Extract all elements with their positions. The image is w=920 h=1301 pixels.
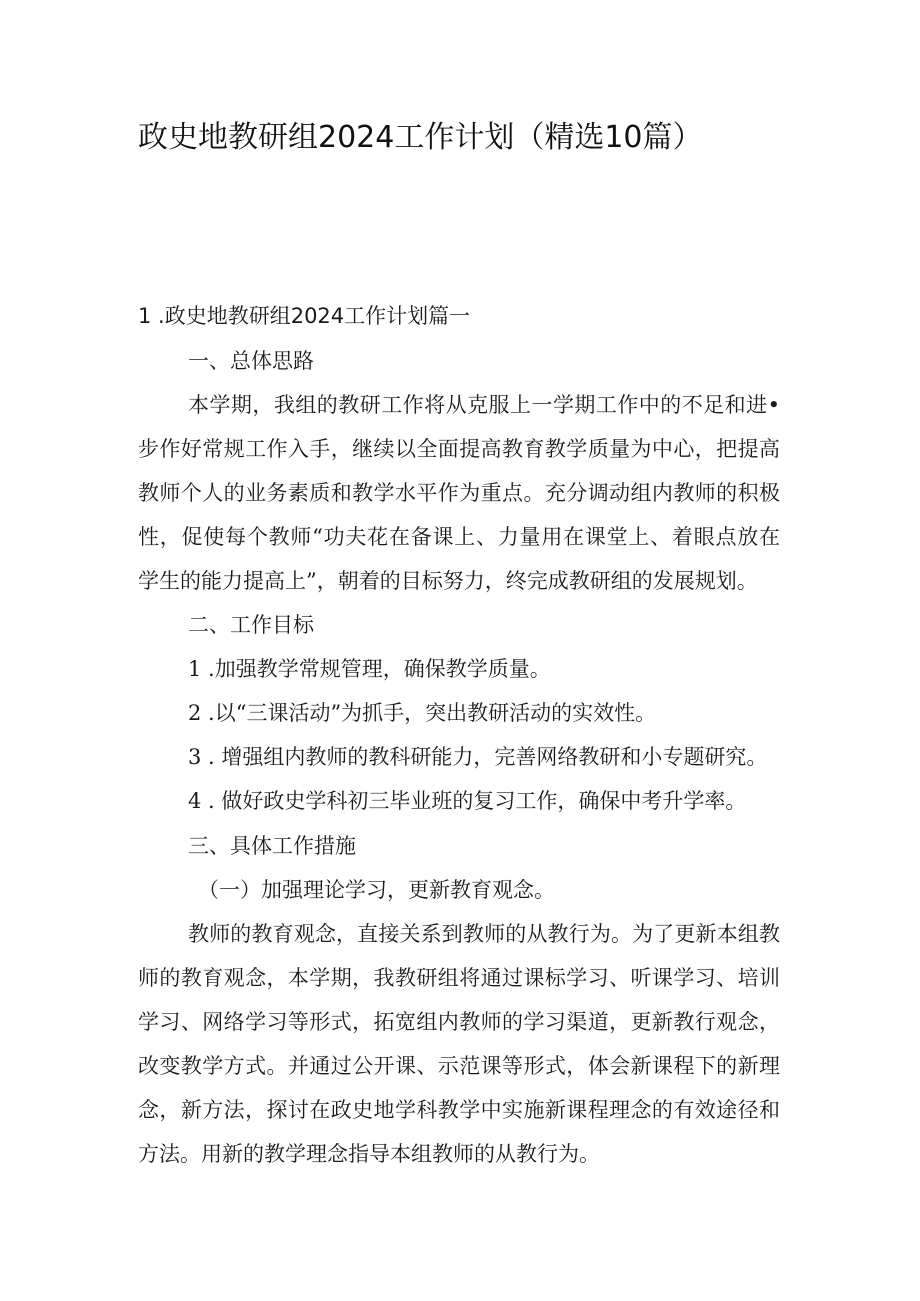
- goal-item: 4 . 做好政史学科初三毕业班的复习工作，确保中考升学率。: [188, 789, 747, 813]
- heading-work-goals: 二、工作目标: [188, 613, 314, 637]
- paragraph-line: 本学期，我组的教研工作将从克服上一学期工作中的不足和进•: [188, 393, 780, 417]
- paragraph-line: 学生的能力提高上”，朝着的目标努力，终完成教研组的发展规划。: [138, 569, 758, 593]
- paragraph-line: 教师个人的业务素质和教学水平作为重点。充分调动组内教师的积极: [138, 481, 780, 505]
- paragraph-line: 师的教育观念，本学期，我教研组将通过课标学习、听课学习、培训: [138, 966, 780, 990]
- paragraph-line: 学习、网络学习等形式，拓宽组内教师的学习渠道，更新教行观念，: [138, 1010, 780, 1034]
- document-title: 政史地教研组2024工作计划（精选10篇）: [138, 120, 703, 155]
- section-heading: 1 .政史地教研组2024工作计划篇一: [138, 304, 471, 328]
- sub-heading: （一）加强理论学习，更新教育观念。: [198, 878, 555, 902]
- heading-measures: 三、具体工作措施: [188, 834, 356, 858]
- paragraph-line: 教师的教育观念，直接关系到教师的从教行为。为了更新本组教: [188, 922, 780, 946]
- paragraph-line: 性，促使每个教师“功夫花在备课上、力量用在课堂上、着眼点放在: [138, 525, 780, 549]
- paragraph-line: 方法。用新的教学理念指导本组教师的从教行为。: [138, 1142, 600, 1166]
- paragraph-line: 念，新方法，探讨在政史地学科教学中实施新课程理念的有效途径和: [138, 1098, 780, 1122]
- heading-overall-idea: 一、总体思路: [188, 349, 314, 373]
- goal-item: 1 .加强教学常规管理，确保教学质量。: [188, 657, 551, 681]
- paragraph-line: 改变教学方式。并通过公开课、示范课等形式，体会新课程下的新理: [138, 1054, 780, 1078]
- goal-item: 3 . 增强组内教师的教科研能力，完善网络教研和小专题研究。: [188, 745, 768, 769]
- goal-item: 2 .以“三课活动”为抓手，突出教研活动的实效性。: [188, 701, 657, 725]
- paragraph-line: 步作好常规工作入手，继续以全面提高教育教学质量为中心，把提高: [138, 437, 780, 461]
